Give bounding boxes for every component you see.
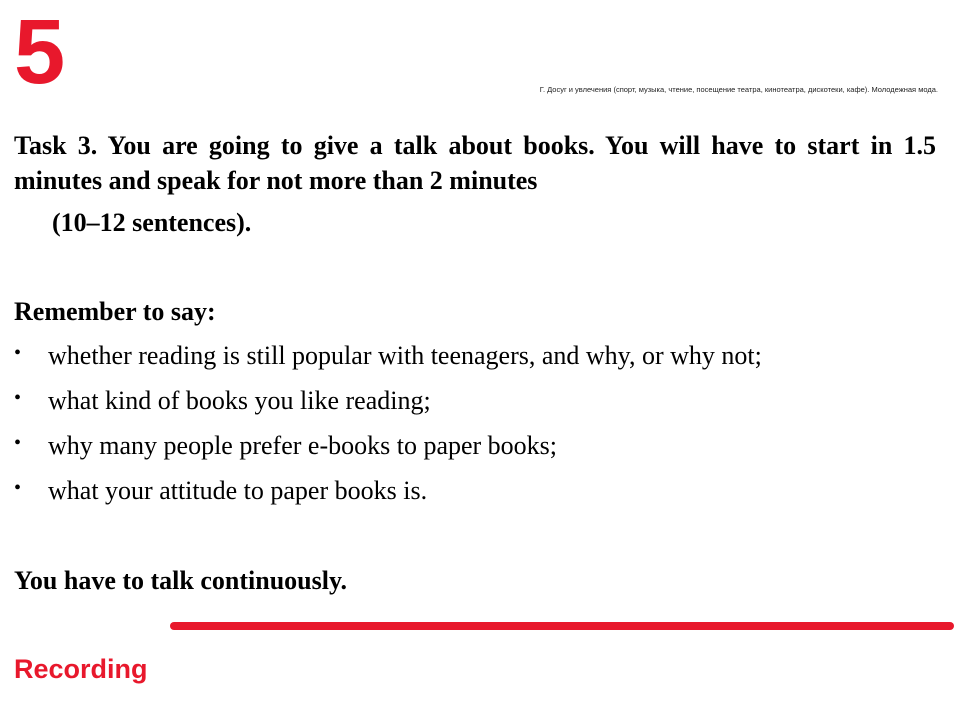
divider-bar xyxy=(170,622,954,630)
list-item xyxy=(14,473,944,518)
task-instructions: Task 3. You are going to give a talk about books. You will have to start in 1.5 minutes and speak for not more than 2 minutes xyxy=(14,131,936,195)
bullet-icon: • xyxy=(14,342,22,364)
topic-caption: Г. Досуг и увлечения (спорт, музыка, чтение, посещение театра, кинотеатра, дискотеки, кафе). Молодежная мода. xyxy=(539,85,938,94)
list-item-text: what your attitude to paper books is. xyxy=(48,476,428,505)
recording-label[interactable]: Recording xyxy=(14,654,148,684)
remember-list xyxy=(14,338,944,518)
list-item-text: whether reading is still popular with teenagers, and why, or why not; xyxy=(48,341,762,370)
list-item-text: why many people prefer e-books to paper books; xyxy=(48,431,558,460)
list-item xyxy=(14,338,944,383)
task-sentence-count: (10–12 sentences). xyxy=(52,208,252,237)
list-item-text: what kind of books you like reading; xyxy=(48,386,431,415)
closing-instruction: You have to talk continuously. xyxy=(14,566,348,595)
list-item xyxy=(14,428,944,473)
bullet-icon: • xyxy=(14,432,22,454)
slide-number: 5 xyxy=(14,1,64,103)
list-item xyxy=(14,383,944,428)
bullet-icon: • xyxy=(14,387,22,409)
remember-heading: Remember to say: xyxy=(14,297,216,326)
bullet-icon: • xyxy=(14,477,22,499)
